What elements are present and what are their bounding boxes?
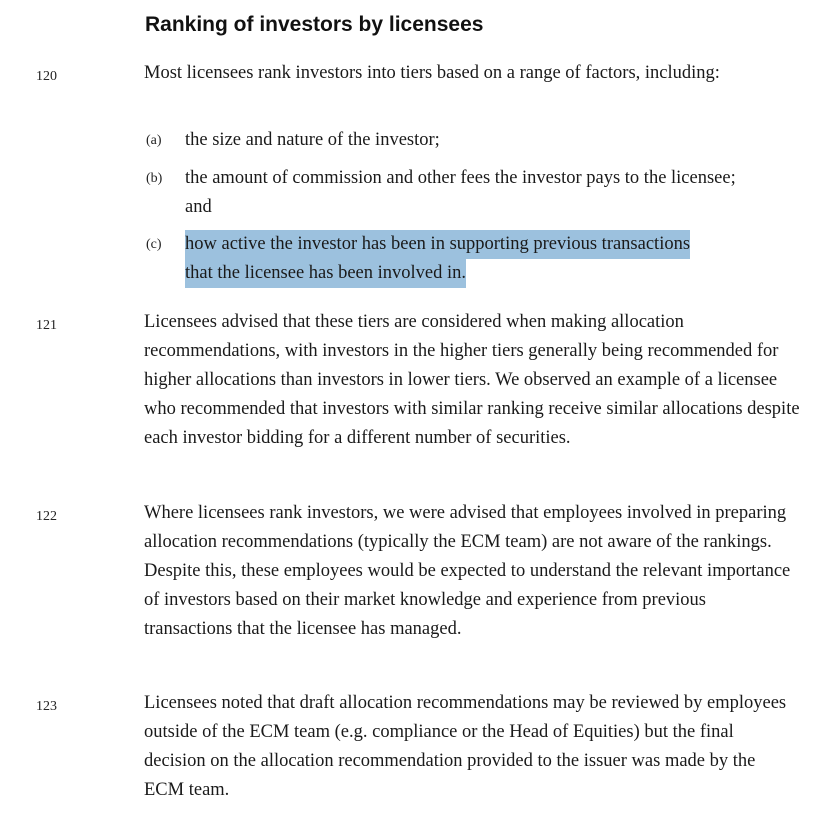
highlighted-line-2[interactable]: that the licensee has been involved in. bbox=[185, 259, 466, 288]
list-item-text: the size and nature of the investor; bbox=[185, 130, 440, 150]
list-item-label: (c) bbox=[146, 237, 162, 252]
paragraph-number: 121 bbox=[36, 318, 57, 333]
paragraph-text: Licensees noted that draft allocation recommendations may be reviewed by employees outside of the ECM team (e.g. compliance or the Head of Equities) but the final decision on the allocation recommendation provided to the issuer was made by the ECM team. bbox=[144, 693, 787, 800]
section-heading: Ranking of investors by licensees bbox=[145, 13, 484, 36]
highlighted-text-selection[interactable] bbox=[185, 230, 805, 288]
list-item-text: the amount of commission and other fees the investor pays to the licensee; and bbox=[185, 168, 736, 217]
list-item-label: (b) bbox=[146, 171, 163, 186]
paragraph-text: Licensees advised that these tiers are considered when making allocation recommendations, with investors in the higher tiers generally being recommended for higher allocations than investors in lower tiers. We observed an example of a licensee who recommended that investors with similar ranking receive similar allocations despite each investor bidding for a different number of securities. bbox=[144, 312, 800, 448]
highlighted-line-1[interactable]: how active the investor has been in supporting previous transactions bbox=[185, 230, 690, 259]
paragraph-text: Where licensees rank investors, we were advised that employees involved in preparing allocation recommendations (typically the ECM team) are not aware of the rankings. Despite this, these employees would be expected to understand the relevant importance of investors based on their market knowledge and experience from previous transactions that the licensee has managed. bbox=[144, 503, 791, 639]
paragraph-number: 122 bbox=[36, 509, 57, 524]
paragraph-text: Most licensees rank investors into tiers based on a range of factors, including: bbox=[144, 63, 720, 83]
paragraph-number: 120 bbox=[36, 69, 57, 84]
list-item-label: (a) bbox=[146, 133, 162, 148]
paragraph-number: 123 bbox=[36, 699, 57, 714]
